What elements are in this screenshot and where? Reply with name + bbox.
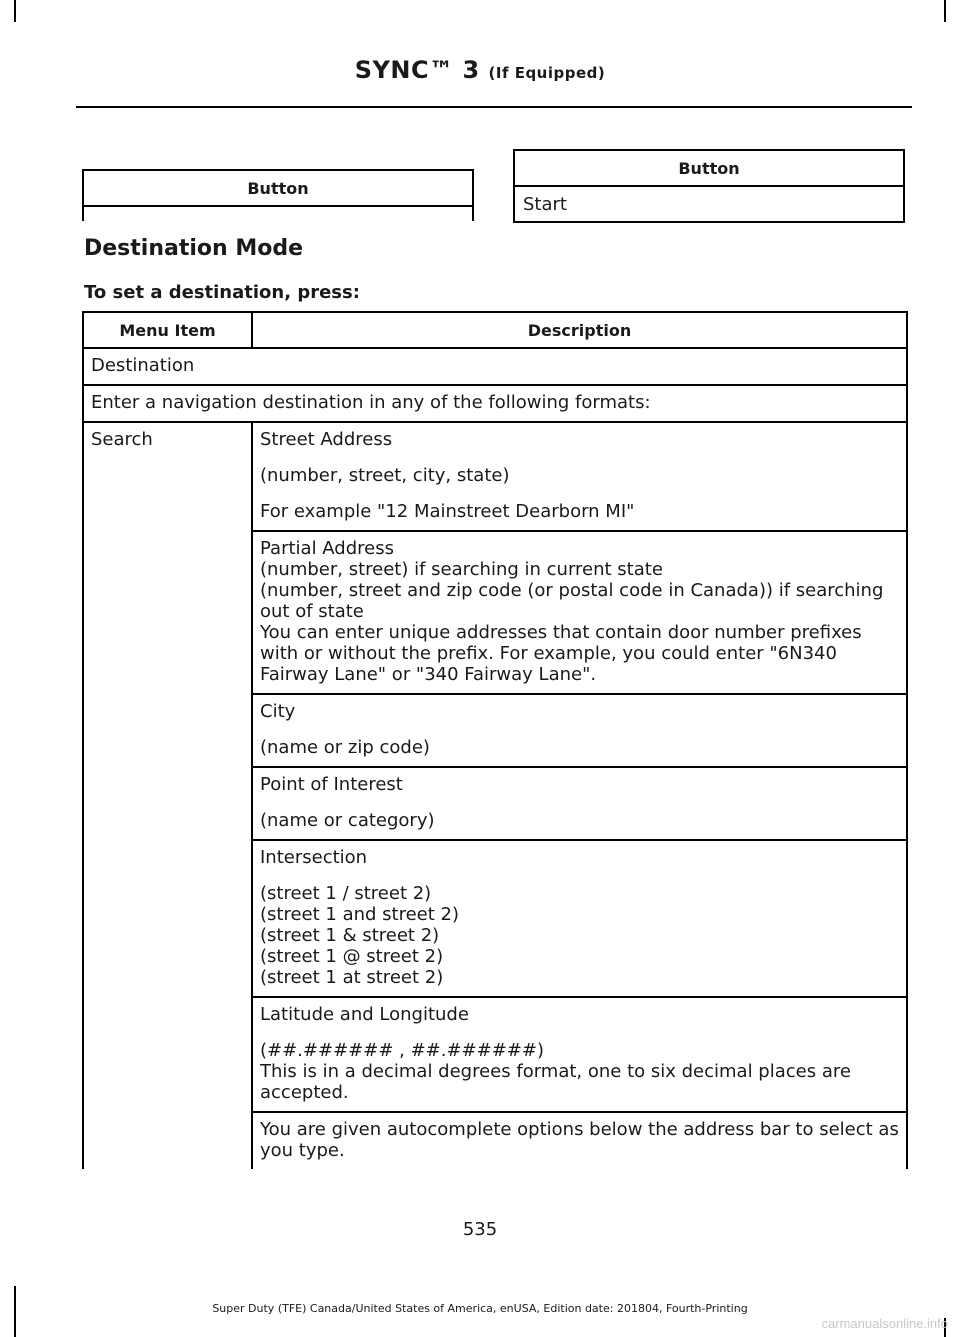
partial-address-cell: [252, 531, 907, 694]
autocomplete-note: You are given autocomplete options below the address bar to select as you type.: [260, 1119, 899, 1161]
latlong-title: Latitude and Longitude: [260, 1004, 469, 1025]
intersection-title: Intersection: [260, 847, 368, 868]
latlong-cell: [252, 997, 907, 1112]
partial-address-title: Partial Address: [260, 538, 394, 559]
autocomplete-cell: [252, 1112, 907, 1169]
button-column-header: Button: [83, 170, 473, 206]
section-intro: To set a destination, press:: [84, 282, 360, 303]
city-format: (name or zip code): [260, 737, 430, 758]
intersection-format: (street 1 at street 2): [260, 967, 444, 988]
street-address-title: Street Address: [260, 429, 393, 450]
intersection-cell: [252, 840, 907, 997]
button-table-left: [82, 169, 474, 221]
poi-format: (name or category): [260, 810, 435, 831]
street-address-example: For example "12 Mainstreet Dearborn MI": [260, 501, 635, 522]
poi-title: Point of Interest: [260, 774, 403, 795]
header-title: SYNC™ 3: [354, 56, 480, 84]
partial-address-line: (number, street and zip code (or postal code in Canada)) if searching out of state: [260, 580, 884, 622]
header-rule: [76, 106, 912, 108]
search-menu-item: Search: [83, 422, 252, 1169]
button-table-right: [513, 149, 905, 223]
city-cell: [252, 694, 907, 767]
menu-item-column-header: Menu Item: [83, 312, 252, 348]
street-address-cell: [252, 422, 907, 531]
edition-footer: Super Duty (TFE) Canada/United States of America, enUSA, Edition date: 201804, Fourth-Printing: [212, 1302, 748, 1315]
watermark: carmanualsonline.info: [821, 1316, 948, 1331]
button-column-header: Button: [514, 150, 904, 186]
latlong-format: (##.###### , ##.######): [260, 1040, 544, 1061]
table-row-start: Start: [514, 186, 904, 222]
intersection-format: (street 1 & street 2): [260, 925, 440, 946]
partial-address-note: You can enter unique addresses that contain door number prefixes with or without the prefix. For example, you could enter "6N340 Fairway Lane" or "340 Fairway Lane".: [260, 622, 862, 685]
page-header: [0, 56, 960, 84]
section-heading: Destination Mode: [84, 236, 304, 261]
intersection-format: (street 1 @ street 2): [260, 946, 444, 967]
latlong-note: This is in a decimal degrees format, one to six decimal places are accepted.: [260, 1061, 851, 1103]
table-row-enter: Enter a navigation destination in any of the following formats:: [83, 385, 907, 422]
crop-mark-top-left: [14, 0, 16, 22]
destination-table: [82, 311, 908, 1169]
poi-cell: [252, 767, 907, 840]
partial-address-line: (number, street) if searching in current state: [260, 559, 663, 580]
city-title: City: [260, 701, 296, 722]
header-subtitle: (If Equipped): [488, 64, 606, 82]
street-address-format: (number, street, city, state): [260, 465, 510, 486]
table-row: [83, 206, 473, 221]
crop-mark-top-right: [944, 0, 946, 22]
intersection-format: (street 1 and street 2): [260, 904, 459, 925]
table-row-destination: Destination: [83, 348, 907, 385]
page-number: 535: [462, 1219, 498, 1240]
description-column-header: Description: [252, 312, 907, 348]
intersection-format: (street 1 / street 2): [260, 883, 432, 904]
